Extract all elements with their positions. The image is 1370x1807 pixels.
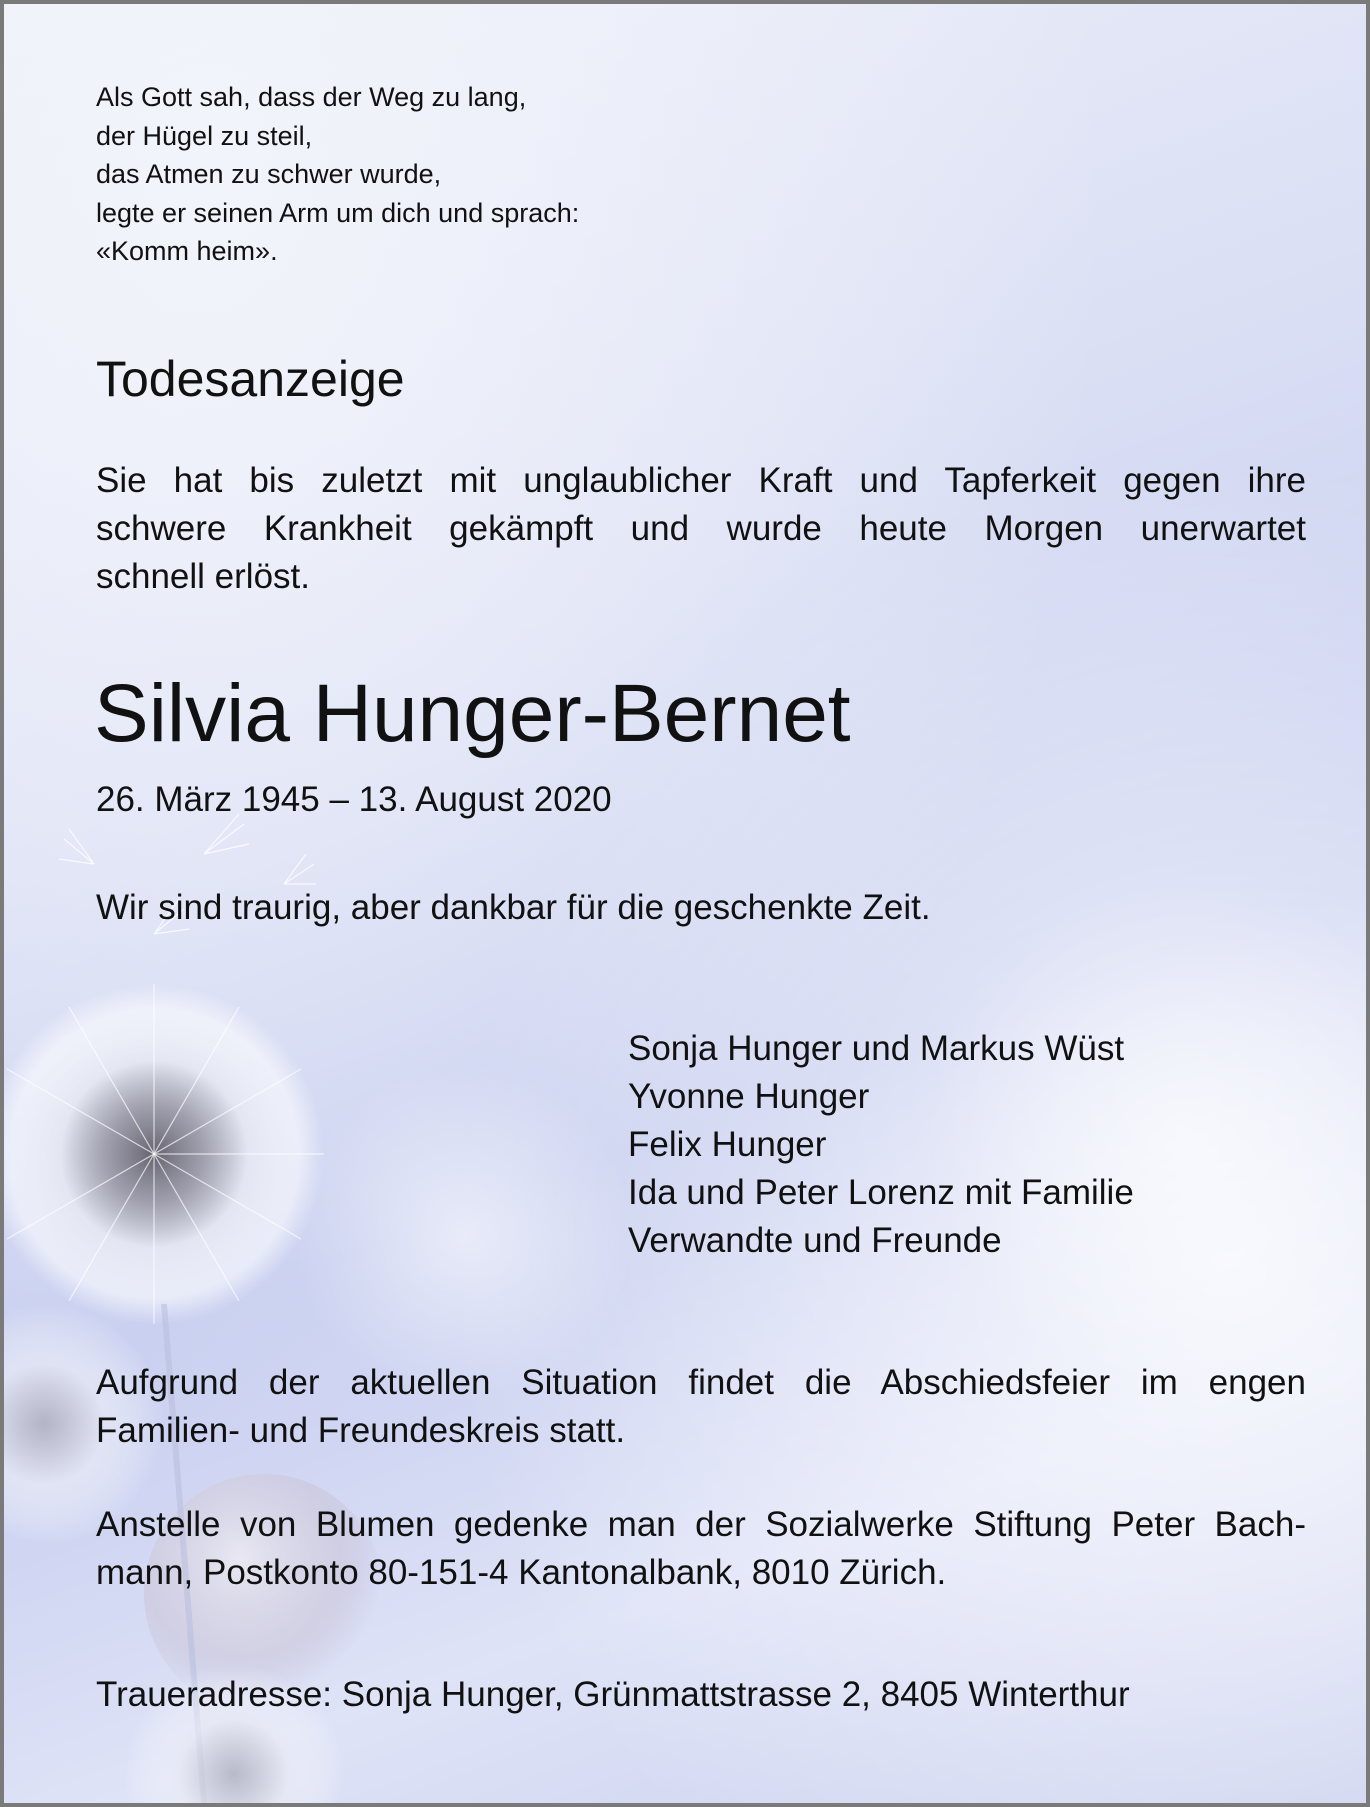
page-title: Todesanzeige xyxy=(96,351,405,407)
poem-line: «Komm heim». xyxy=(96,236,278,266)
donation-paragraph xyxy=(96,1501,1306,1597)
deceased-name: Silvia Hunger-Bernet xyxy=(94,668,851,759)
poem-line: das Atmen zu schwer wurde, xyxy=(96,159,442,189)
mourning-address: Traueradresse: Sonja Hunger, Grünmattstrasse 2, 8405 Winterthur xyxy=(96,1675,1130,1714)
family-member: Sonja Hunger und Markus Wüst xyxy=(628,1029,1125,1068)
intro-line: schnell erlöst. xyxy=(96,557,310,596)
poem-line: der Hügel zu steil, xyxy=(96,120,313,151)
ceremony-line: Familien- und Freundeskreis statt. xyxy=(96,1411,626,1450)
family-member: Verwandte und Freunde xyxy=(628,1221,1002,1260)
poem xyxy=(96,78,579,271)
intro-line: Sie hat bis zuletzt mit unglaublicher Kraft und Tapferkeit gegen ihre xyxy=(96,461,1306,500)
intro-line: schwere Krankheit gekämpft und wurde heute Morgen unerwartet xyxy=(96,509,1306,548)
donation-line: mann, Postkonto 80-151-4 Kantonalbank, 8010 Zürich. xyxy=(96,1553,947,1592)
intro-paragraph xyxy=(96,457,1306,601)
obituary-content xyxy=(4,4,1366,1803)
thanks-line: Wir sind traurig, aber dankbar für die geschenkte Zeit. xyxy=(96,888,931,927)
ceremony-paragraph xyxy=(96,1359,1306,1455)
ceremony-line: Aufgrund der aktuellen Situation findet die Abschiedsfeier im engen xyxy=(96,1363,1306,1402)
life-dates: 26. März 1945 – 13. August 2020 xyxy=(96,780,612,819)
family-list xyxy=(628,1025,1134,1265)
family-member: Yvonne Hunger xyxy=(628,1077,870,1116)
poem-line: Als Gott sah, dass der Weg zu lang, xyxy=(96,82,527,112)
donation-line: Anstelle von Blumen gedenke man der Sozialwerke Stiftung Peter Bach- xyxy=(96,1505,1306,1544)
poem-line: legte er seinen Arm um dich und sprach: xyxy=(96,197,580,228)
family-member: Felix Hunger xyxy=(628,1125,827,1164)
family-member: Ida und Peter Lorenz mit Familie xyxy=(628,1173,1134,1212)
